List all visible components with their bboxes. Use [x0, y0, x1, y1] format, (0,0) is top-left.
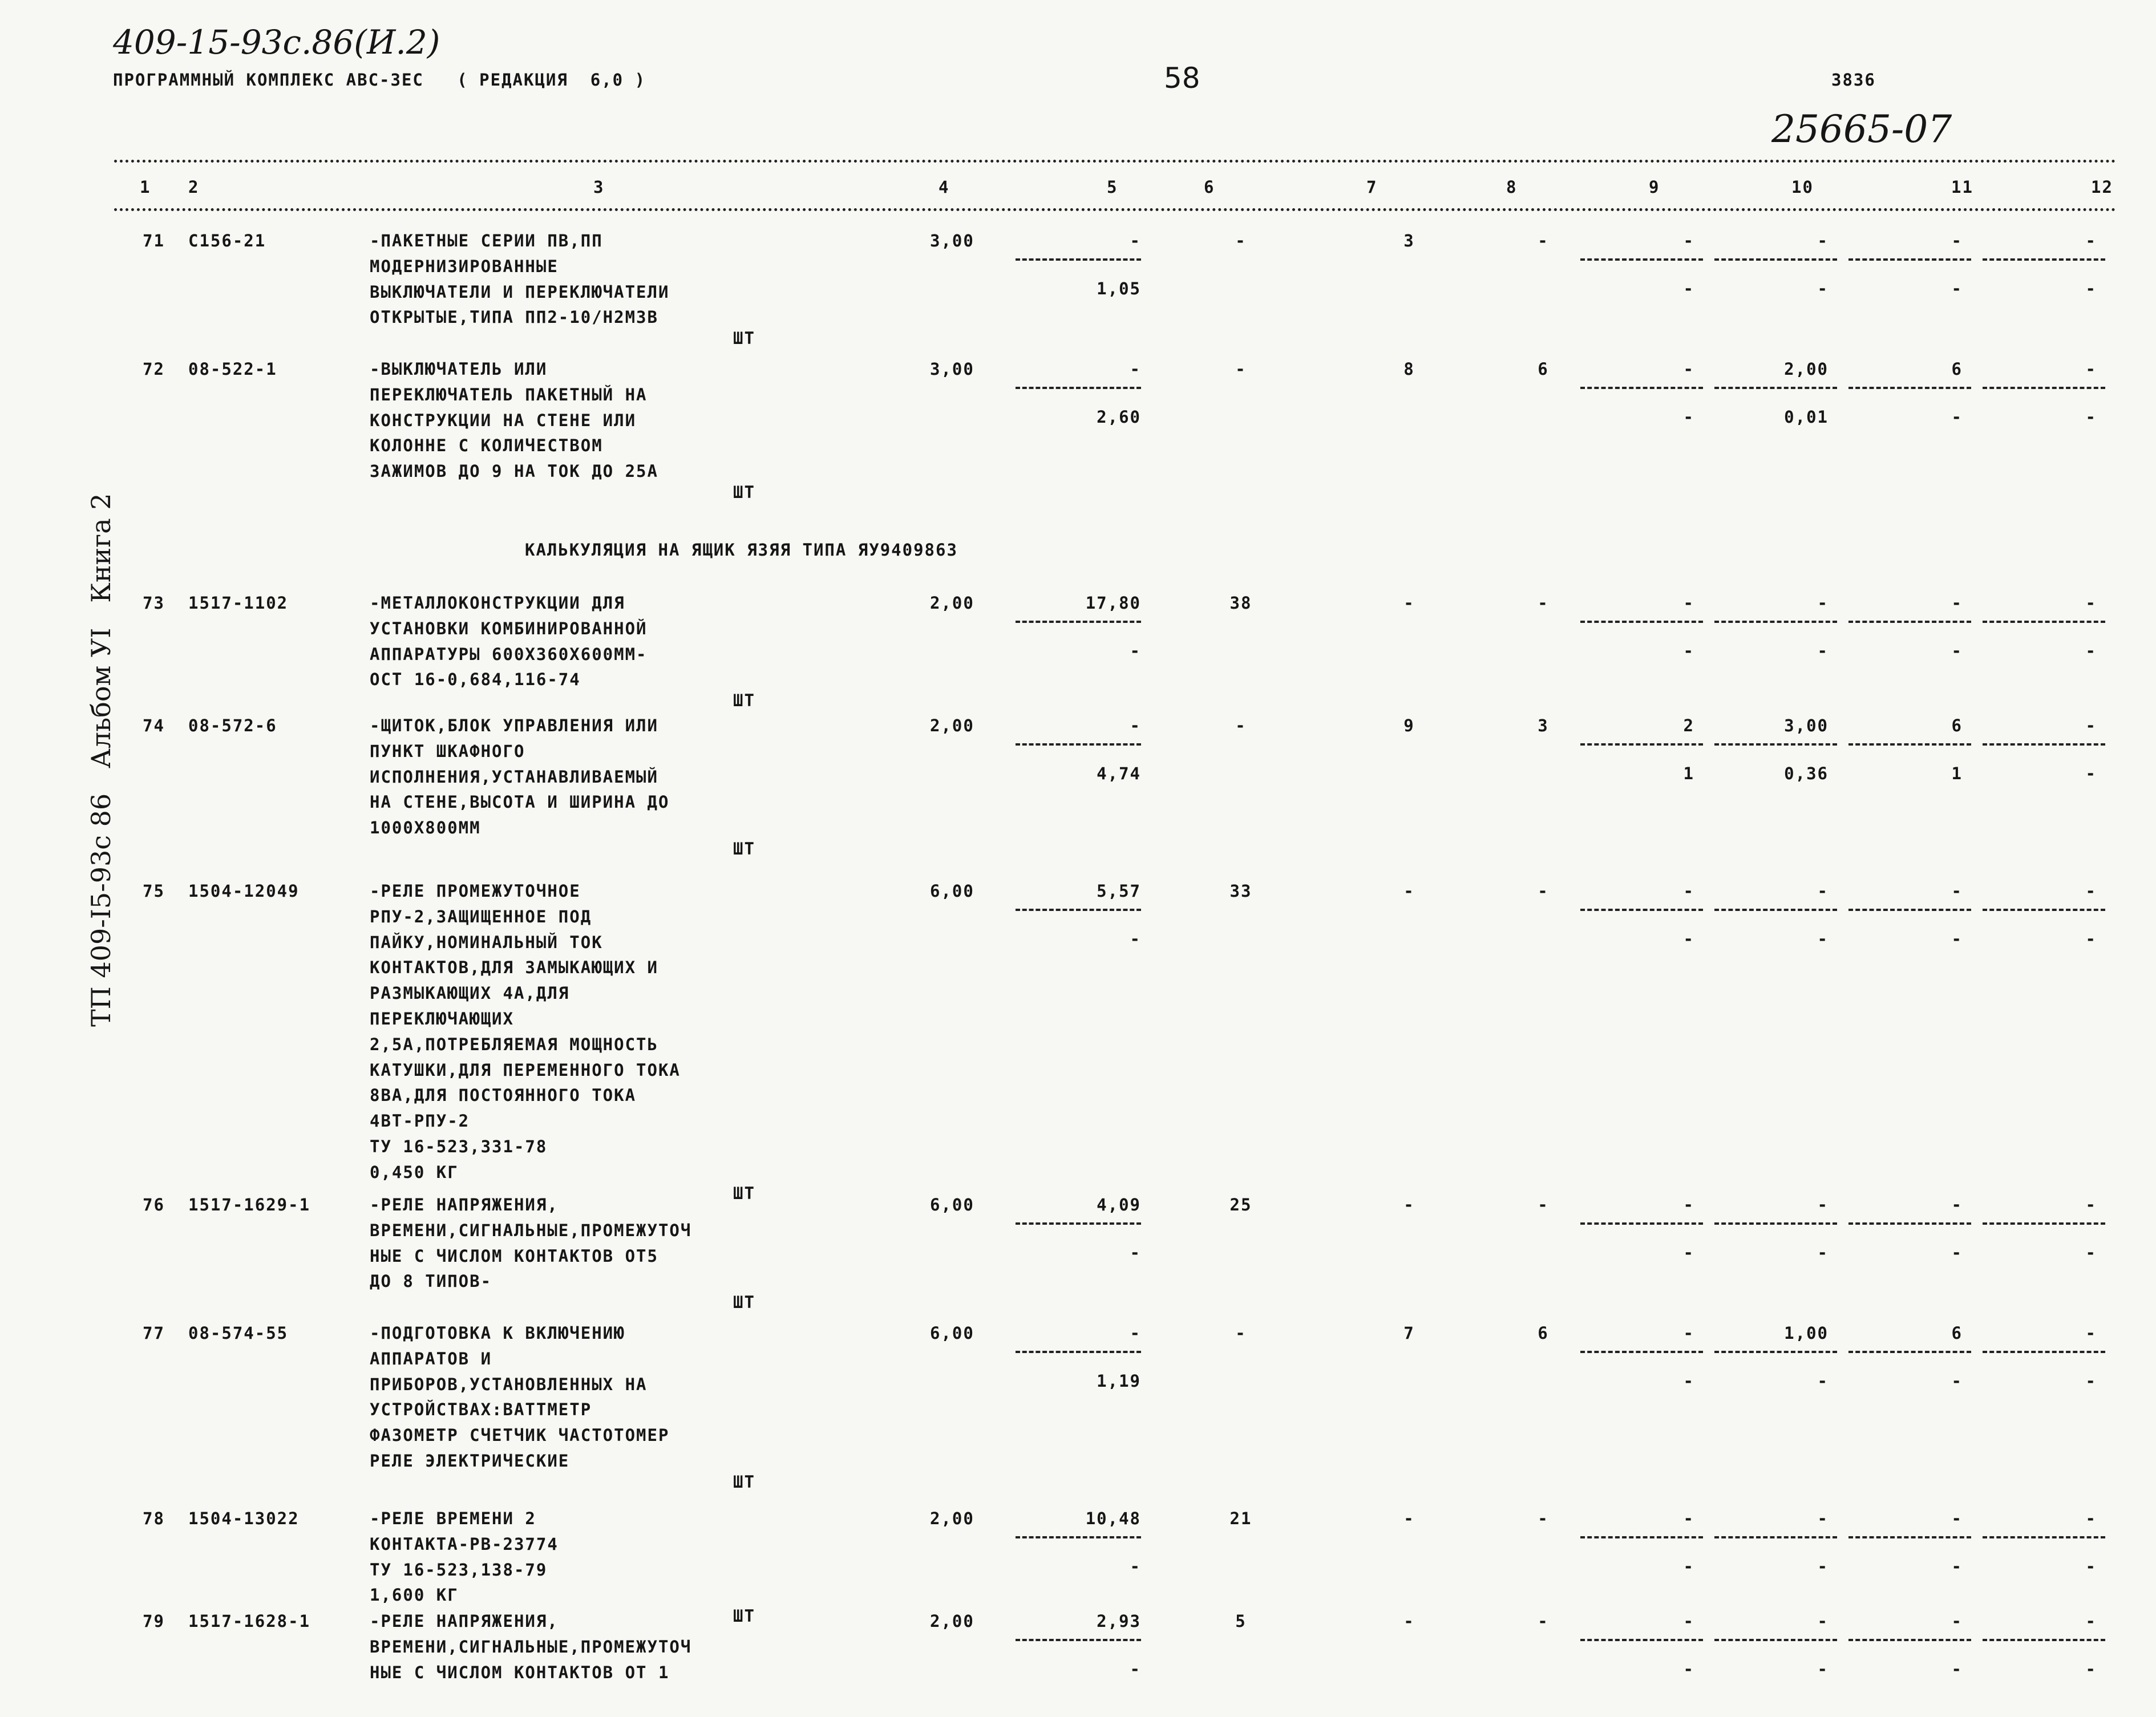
- col10-divider: [1714, 621, 1837, 623]
- col12-top-value: -: [2085, 1195, 2097, 1214]
- col8-value: 6: [1538, 1323, 1549, 1343]
- col7-value: -: [1403, 1195, 1415, 1214]
- col11-divider: [1848, 258, 1971, 261]
- col6-value: 38: [1229, 593, 1252, 613]
- col11-top-value: -: [1951, 881, 1963, 901]
- col7-value: -: [1403, 1611, 1415, 1631]
- column-number: 11: [1951, 177, 1973, 197]
- col4-value: 2,00: [930, 1611, 974, 1631]
- row-description-line: -ПАКЕТНЫЕ СЕРИИ ПВ,ПП: [370, 231, 603, 250]
- col9-top-value: -: [1683, 881, 1694, 901]
- row-description-line: ЗАЖИМОВ ДО 9 НА ТОК ДО 25А: [370, 461, 658, 481]
- col9-divider: [1580, 621, 1703, 623]
- col5-top-value: -: [1130, 716, 1141, 735]
- row-description-line: -РЕЛЕ НАПРЯЖЕНИЯ,: [370, 1195, 559, 1214]
- col7-value: 7: [1403, 1323, 1415, 1343]
- col11-bottom-value: -: [1951, 1556, 1963, 1576]
- col10-divider: [1714, 1536, 1837, 1538]
- col10-top-value: 2,00: [1784, 359, 1829, 379]
- col10-divider: [1714, 1639, 1837, 1641]
- col5-bottom-value: 4,74: [1097, 763, 1141, 783]
- row-description-line: ФАЗОМЕТР СЧЕТЧИК ЧАСТОТОМЕР: [370, 1426, 670, 1445]
- row-description-line: РАЗМЫКАЮЩИХ 4А,ДЛЯ: [370, 983, 570, 1003]
- col11-divider: [1848, 909, 1971, 911]
- col12-divider: [1983, 387, 2105, 389]
- program-line: ПРОГРАММНЫЙ КОМПЛЕКС АВС-ЗЕС ( РЕДАКЦИЯ 6,0 ): [113, 70, 646, 90]
- col9-divider: [1580, 743, 1703, 746]
- col11-bottom-value: -: [1951, 1659, 1963, 1679]
- row-description-line: ВРЕМЕНИ,СИГНАЛЬНЫЕ,ПРОМЕЖУТОЧ: [370, 1220, 692, 1240]
- row-description-line: -ПОДГОТОВКА К ВКЛЮЧЕНИЮ: [370, 1323, 625, 1343]
- row-description-line: КОНТАКТОВ,ДЛЯ ЗАМЫКАЮЩИХ И: [370, 958, 658, 978]
- col9-bottom-value: -: [1683, 641, 1694, 661]
- row-unit: ШТ: [733, 691, 755, 711]
- col12-divider: [1983, 1536, 2105, 1538]
- col5-divider: [1016, 743, 1141, 746]
- col12-bottom-value: -: [2085, 1242, 2097, 1262]
- row-description-line: -РЕЛЕ ВРЕМЕНИ 2: [370, 1509, 536, 1528]
- col7-value: -: [1403, 881, 1415, 901]
- row-description-line: ДО 8 ТИПОВ-: [370, 1271, 492, 1291]
- stamp-number: 25665-07: [1771, 107, 1952, 151]
- col5-bottom-value: -: [1130, 641, 1141, 661]
- col4-value: 2,00: [930, 593, 974, 613]
- col5-bottom-value: -: [1130, 929, 1141, 949]
- row-description-line: АППАРАТОВ И: [370, 1349, 492, 1368]
- col10-divider: [1714, 387, 1837, 389]
- col9-top-value: -: [1683, 359, 1694, 379]
- col9-bottom-value: -: [1683, 1556, 1694, 1576]
- col5-top-value: -: [1130, 359, 1141, 379]
- col11-top-value: -: [1951, 593, 1963, 613]
- col5-divider: [1016, 387, 1141, 389]
- col12-top-value: -: [2085, 1509, 2097, 1528]
- row-description-line: 1,600 КГ: [370, 1585, 459, 1605]
- col9-divider: [1580, 909, 1703, 911]
- col10-bottom-value: -: [1817, 278, 1829, 298]
- row-description-line: НА СТЕНЕ,ВЫСОТА И ШИРИНА ДО: [370, 792, 670, 812]
- row-code: С156-21: [188, 231, 266, 250]
- row-description-line: ВЫКЛЮЧАТЕЛИ И ПЕРЕКЛЮЧАТЕЛИ: [370, 282, 670, 302]
- col5-bottom-value: 2,60: [1097, 407, 1141, 427]
- col6-value: 33: [1229, 881, 1252, 901]
- col11-top-value: -: [1951, 1509, 1963, 1528]
- row-number: 79: [143, 1611, 165, 1631]
- col5-divider: [1016, 909, 1141, 911]
- col10-bottom-value: -: [1817, 1242, 1829, 1262]
- col12-top-value: -: [2085, 1611, 2097, 1631]
- col12-divider: [1983, 1222, 2105, 1225]
- row-unit: ШТ: [733, 1293, 755, 1313]
- row-description-line: КАТУШКИ,ДЛЯ ПЕРЕМЕННОГО ТОКА: [370, 1060, 681, 1080]
- col11-divider: [1848, 1639, 1971, 1641]
- col9-bottom-value: -: [1683, 1659, 1694, 1679]
- row-description-line: МОДЕРНИЗИРОВАННЫЕ: [370, 256, 559, 276]
- col9-divider: [1580, 387, 1703, 389]
- row-description-line: КОНТАКТА-РВ-23774: [370, 1534, 559, 1554]
- col8-value: -: [1538, 1611, 1549, 1631]
- row-number: 76: [143, 1195, 165, 1214]
- row-description-line: ПЕРЕКЛЮЧАЮЩИХ: [370, 1009, 514, 1028]
- col5-top-value: 17,80: [1085, 593, 1141, 613]
- col5-divider: [1016, 1351, 1141, 1353]
- col10-bottom-value: -: [1817, 929, 1829, 949]
- row-description-line: РПУ-2,ЗАЩИЩЕННОЕ ПОД: [370, 906, 592, 926]
- col12-top-value: -: [2085, 716, 2097, 735]
- col12-top-value: -: [2085, 359, 2097, 379]
- col11-bottom-value: -: [1951, 1371, 1963, 1391]
- col9-bottom-value: -: [1683, 1242, 1694, 1262]
- col4-value: 6,00: [930, 881, 974, 901]
- col10-bottom-value: 0,01: [1784, 407, 1829, 427]
- row-code: 1517-1629-1: [188, 1195, 311, 1214]
- col8-value: -: [1538, 593, 1549, 613]
- col10-bottom-value: -: [1817, 1556, 1829, 1576]
- row-code: 1504-13022: [188, 1509, 300, 1528]
- col11-bottom-value: -: [1951, 1242, 1963, 1262]
- col11-divider: [1848, 743, 1971, 746]
- col5-divider: [1016, 1222, 1141, 1225]
- col12-top-value: -: [2085, 881, 2097, 901]
- col5-top-value: 5,57: [1097, 881, 1141, 901]
- col9-bottom-value: -: [1683, 278, 1694, 298]
- col6-value: -: [1235, 1323, 1247, 1343]
- col10-bottom-value: -: [1817, 641, 1829, 661]
- col6-value: -: [1235, 716, 1247, 735]
- col10-top-value: -: [1817, 231, 1829, 250]
- column-number: 9: [1649, 177, 1660, 197]
- row-unit: ШТ: [733, 1472, 755, 1492]
- row-description-line: -ЩИТОК,БЛОК УПРАВЛЕНИЯ ИЛИ: [370, 716, 658, 735]
- col11-top-value: 6: [1951, 1323, 1963, 1343]
- col5-bottom-value: -: [1130, 1242, 1141, 1262]
- row-description-line: НЫЕ С ЧИСЛОМ КОНТАКТОВ ОТ5: [370, 1246, 658, 1266]
- col10-bottom-value: 0,36: [1784, 763, 1829, 783]
- col10-bottom-value: -: [1817, 1371, 1829, 1391]
- col12-top-value: -: [2085, 1323, 2097, 1343]
- col12-bottom-value: -: [2085, 1371, 2097, 1391]
- col12-top-value: -: [2085, 231, 2097, 250]
- row-unit: ШТ: [733, 839, 755, 858]
- col10-top-value: -: [1817, 1611, 1829, 1631]
- col5-divider: [1016, 258, 1141, 261]
- col12-divider: [1983, 621, 2105, 623]
- col4-value: 6,00: [930, 1323, 974, 1343]
- col9-top-value: -: [1683, 593, 1694, 613]
- row-description-line: ОСТ 16-0,684,116-74: [370, 670, 581, 690]
- row-description-line: УСТРОЙСТВАХ:ВАТТМЕТР: [370, 1400, 592, 1420]
- row-description-line: 2,5А,ПОТРЕБЛЯЕМАЯ МОЩНОСТЬ: [370, 1034, 658, 1054]
- row-description-line: УСТАНОВКИ КОМБИНИРОВАННОЙ: [370, 618, 648, 638]
- row-code: 1517-1102: [188, 593, 289, 613]
- col9-divider: [1580, 1639, 1703, 1641]
- col9-divider: [1580, 1351, 1703, 1353]
- row-code: 08-572-6: [188, 716, 277, 735]
- col10-divider: [1714, 909, 1837, 911]
- col5-bottom-value: -: [1130, 1556, 1141, 1576]
- column-number: 12: [2091, 177, 2113, 197]
- row-description-line: 8ВА,ДЛЯ ПОСТОЯННОГО ТОКА: [370, 1086, 637, 1105]
- row-description-line: ИСПОЛНЕНИЯ,УСТАНАВЛИВАЕМЫЙ: [370, 767, 658, 787]
- col12-divider: [1983, 909, 2105, 911]
- col5-divider: [1016, 621, 1141, 623]
- col10-bottom-value: -: [1817, 1659, 1829, 1679]
- col12-divider: [1983, 743, 2105, 746]
- col11-bottom-value: -: [1951, 929, 1963, 949]
- row-description-line: НЫЕ С ЧИСЛОМ КОНТАКТОВ ОТ 1: [370, 1662, 670, 1682]
- side-title: ТП 409-I5-93с 86 Альбом УI Книга 2: [86, 493, 116, 1027]
- col6-value: 5: [1235, 1611, 1247, 1631]
- col5-bottom-value: -: [1130, 1659, 1141, 1679]
- row-description-line: ТУ 16-523,138-79: [370, 1560, 548, 1580]
- col8-value: 6: [1538, 359, 1549, 379]
- row-code: 1504-12049: [188, 881, 300, 901]
- col9-bottom-value: -: [1683, 407, 1694, 427]
- row-unit: ШТ: [733, 1183, 755, 1203]
- column-number: 3: [593, 177, 605, 197]
- col5-divider: [1016, 1639, 1141, 1641]
- col9-top-value: 2: [1683, 716, 1694, 735]
- col9-top-value: -: [1683, 1611, 1694, 1631]
- header-rule-bottom: [114, 208, 2117, 211]
- row-description-line: ПАЙКУ,НОМИНАЛЬНЫЙ ТОК: [370, 932, 603, 952]
- col7-value: 3: [1403, 231, 1415, 250]
- col6-value: -: [1235, 359, 1247, 379]
- col12-bottom-value: -: [2085, 929, 2097, 949]
- row-description-line: 1000Х800ММ: [370, 818, 481, 838]
- row-description-line: -ВЫКЛЮЧАТЕЛЬ ИЛИ: [370, 359, 548, 379]
- col10-divider: [1714, 1351, 1837, 1353]
- column-number: 7: [1366, 177, 1378, 197]
- col10-top-value: 1,00: [1784, 1323, 1829, 1343]
- col10-top-value: 3,00: [1784, 716, 1829, 735]
- col7-value: -: [1403, 593, 1415, 613]
- row-number: 78: [143, 1509, 165, 1528]
- col9-bottom-value: -: [1683, 1371, 1694, 1391]
- col5-top-value: -: [1130, 1323, 1141, 1343]
- col11-top-value: -: [1951, 231, 1963, 250]
- row-description-line: ПЕРЕКЛЮЧАТЕЛЬ ПАКЕТНЫЙ НА: [370, 384, 648, 404]
- column-number: 8: [1506, 177, 1518, 197]
- col11-divider: [1848, 621, 1971, 623]
- row-description-line: ВРЕМЕНИ,СИГНАЛЬНЫЕ,ПРОМЕЖУТОЧ: [370, 1637, 692, 1657]
- col9-top-value: -: [1683, 1509, 1694, 1528]
- col10-divider: [1714, 743, 1837, 746]
- col10-divider: [1714, 1222, 1837, 1225]
- col9-top-value: -: [1683, 1323, 1694, 1343]
- col11-divider: [1848, 1536, 1971, 1538]
- section-title: КАЛЬКУЛЯЦИЯ НА ЯЩИК ЯЗЯЯ ТИПА ЯУ9409863: [525, 540, 958, 560]
- col9-divider: [1580, 1222, 1703, 1225]
- row-number: 73: [143, 593, 165, 613]
- col8-value: -: [1538, 881, 1549, 901]
- right-number: 3836: [1831, 70, 1876, 90]
- page-number: 58: [1164, 62, 1200, 95]
- col10-top-value: -: [1817, 881, 1829, 901]
- row-unit: ШТ: [733, 483, 755, 502]
- column-number: 10: [1791, 177, 1814, 197]
- col5-top-value: 2,93: [1097, 1611, 1141, 1631]
- col9-top-value: -: [1683, 231, 1694, 250]
- col12-bottom-value: -: [2085, 278, 2097, 298]
- col11-divider: [1848, 387, 1971, 389]
- col5-divider: [1016, 1536, 1141, 1538]
- row-description-line: -РЕЛЕ ПРОМЕЖУТОЧНОЕ: [370, 881, 581, 901]
- col9-bottom-value: -: [1683, 929, 1694, 949]
- row-description-line: ТУ 16-523,331-78: [370, 1137, 548, 1156]
- row-unit: ШТ: [733, 1606, 755, 1626]
- col6-value: 25: [1229, 1195, 1252, 1214]
- row-description-line: -МЕТАЛЛОКОНСТРУКЦИИ ДЛЯ: [370, 593, 625, 613]
- row-code: 1517-1628-1: [188, 1611, 311, 1631]
- col11-top-value: 6: [1951, 359, 1963, 379]
- row-description-line: ПРИБОРОВ,УСТАНОВЛЕННЫХ НА: [370, 1374, 648, 1394]
- row-code: 08-522-1: [188, 359, 277, 379]
- handwritten-code: 409-15-93с.86(И.2): [113, 23, 440, 62]
- col11-bottom-value: 1: [1951, 763, 1963, 783]
- col8-value: -: [1538, 1195, 1549, 1214]
- row-number: 75: [143, 881, 165, 901]
- row-code: 08-574-55: [188, 1323, 289, 1343]
- col6-value: -: [1235, 231, 1247, 250]
- col8-value: -: [1538, 231, 1549, 250]
- col5-top-value: 10,48: [1085, 1509, 1141, 1528]
- row-description-line: ОТКРЫТЫЕ,ТИПА ПП2-10/Н2М3В: [370, 307, 658, 327]
- col4-value: 3,00: [930, 231, 974, 250]
- column-number: 6: [1204, 177, 1215, 197]
- col11-top-value: -: [1951, 1195, 1963, 1214]
- row-description-line: АППАРАТУРЫ 600Х360Х600ММ-: [370, 644, 648, 664]
- col12-divider: [1983, 1351, 2105, 1353]
- row-description-line: ПУНКТ ШКАФНОГО: [370, 741, 525, 761]
- col5-top-value: 4,09: [1097, 1195, 1141, 1214]
- col11-bottom-value: -: [1951, 407, 1963, 427]
- col12-divider: [1983, 258, 2105, 261]
- col4-value: 2,00: [930, 716, 974, 735]
- col12-top-value: -: [2085, 593, 2097, 613]
- header-rule-top: [114, 160, 2117, 163]
- column-number: 2: [188, 177, 200, 197]
- row-number: 72: [143, 359, 165, 379]
- col4-value: 3,00: [930, 359, 974, 379]
- col8-value: -: [1538, 1509, 1549, 1528]
- col4-value: 2,00: [930, 1509, 974, 1528]
- column-number: 4: [939, 177, 950, 197]
- row-description-line: 0,450 КГ: [370, 1162, 459, 1182]
- row-number: 71: [143, 231, 165, 250]
- col5-bottom-value: 1,05: [1097, 278, 1141, 298]
- col7-value: 8: [1403, 359, 1415, 379]
- col9-divider: [1580, 1536, 1703, 1538]
- col11-top-value: 6: [1951, 716, 1963, 735]
- col9-bottom-value: 1: [1683, 763, 1694, 783]
- col6-value: 21: [1229, 1509, 1252, 1528]
- col10-top-value: -: [1817, 1195, 1829, 1214]
- row-number: 77: [143, 1323, 165, 1343]
- col9-top-value: -: [1683, 1195, 1694, 1214]
- column-number: 1: [140, 177, 151, 197]
- col11-bottom-value: -: [1951, 278, 1963, 298]
- col4-value: 6,00: [930, 1195, 974, 1214]
- col11-top-value: -: [1951, 1611, 1963, 1631]
- col10-top-value: -: [1817, 593, 1829, 613]
- row-description-line: 4ВТ-РПУ-2: [370, 1111, 470, 1131]
- col7-value: 9: [1403, 716, 1415, 735]
- col12-bottom-value: -: [2085, 1659, 2097, 1679]
- row-description-line: КОНСТРУКЦИИ НА СТЕНЕ ИЛИ: [370, 410, 637, 430]
- col7-value: -: [1403, 1509, 1415, 1528]
- row-description-line: РЕЛЕ ЭЛЕКТРИЧЕСКИЕ: [370, 1451, 570, 1471]
- row-description-line: КОЛОННЕ С КОЛИЧЕСТВОМ: [370, 436, 603, 456]
- col5-bottom-value: 1,19: [1097, 1371, 1141, 1391]
- col12-bottom-value: -: [2085, 763, 2097, 783]
- col12-bottom-value: -: [2085, 641, 2097, 661]
- col11-divider: [1848, 1351, 1971, 1353]
- col9-divider: [1580, 258, 1703, 261]
- col5-top-value: -: [1130, 231, 1141, 250]
- row-description-line: -РЕЛЕ НАПРЯЖЕНИЯ,: [370, 1611, 559, 1631]
- col10-top-value: -: [1817, 1509, 1829, 1528]
- column-number: 5: [1107, 177, 1118, 197]
- col12-divider: [1983, 1639, 2105, 1641]
- col12-bottom-value: -: [2085, 407, 2097, 427]
- col12-bottom-value: -: [2085, 1556, 2097, 1576]
- col11-divider: [1848, 1222, 1971, 1225]
- row-unit: ШТ: [733, 329, 755, 349]
- row-number: 74: [143, 716, 165, 735]
- col10-divider: [1714, 258, 1837, 261]
- col11-bottom-value: -: [1951, 641, 1963, 661]
- col8-value: 3: [1538, 716, 1549, 735]
